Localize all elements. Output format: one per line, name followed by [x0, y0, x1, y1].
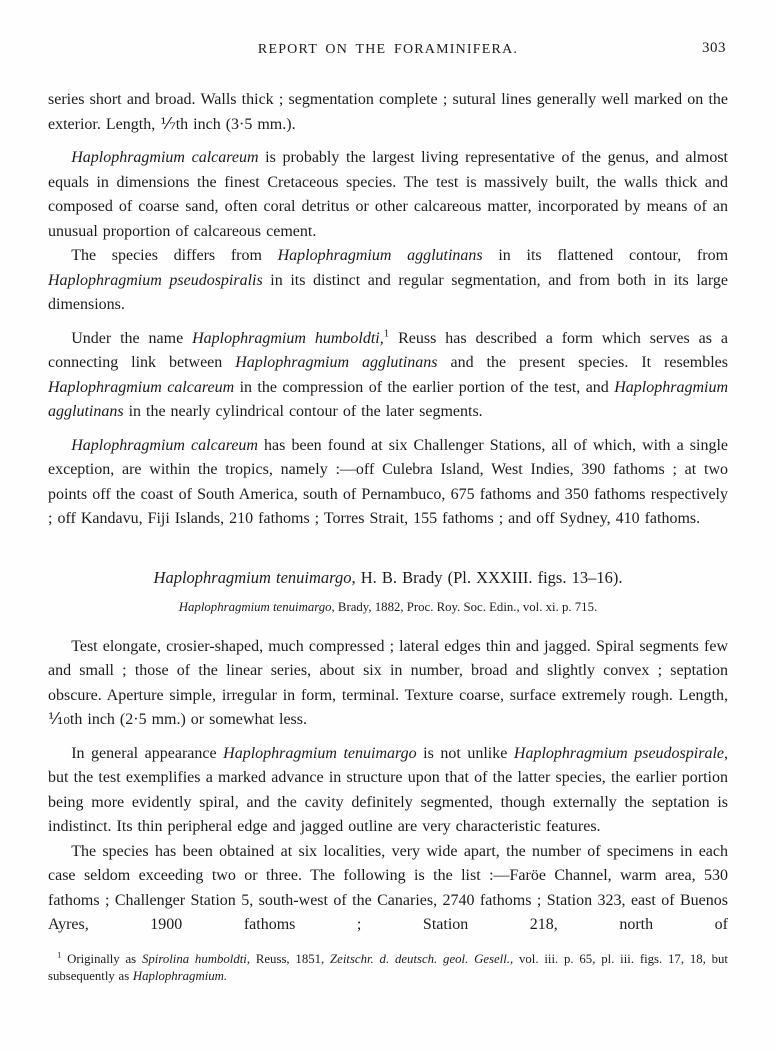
paragraph: Haplophragmium calcareum has been found at six Challenger Stations, all of which, with a single exception, are within the tropics, namely :—off Culebra Island, West Indies, 390 fathoms ; at two points off the coast of South America, south of Pernambuco, 675 fathoms and 350 fathoms respectively ; off Kandavu, Fiji Islands, 210 fathoms ; Torres Strait, 155 fathoms ; and off Sydney, 410 fathoms.: [48, 436, 728, 527]
page-header: [48, 40, 728, 60]
paragraph: Test elongate, crosier-shaped, much compressed ; lateral edges thin and jagged. Spiral segments few and small ; those of the linear series, about six in number, broad and slightly convex ; septation obscure. Aperture simple, irregular in form, terminal. Texture coarse, surface extremely rough. Length, ⅒th inch (2·5 mm.) or somewhat less.: [48, 637, 728, 728]
paragraph: Under the name Haplophragmium humboldti,$^1$ Reuss has described a form which serves as a connecting link between Haplophragmium agglutinans and the present species. It resembles Haplophragmium calcareum in the compression of the earlier portion of the test, and Haplophragmium agglutinans in the nearly cylindrical contour of the later segments.: [48, 327, 729, 420]
page-number: 303: [702, 40, 726, 56]
paragraph: Haplophragmium calcareum is probably the largest living representative of the genus, and almost equals in dimensions the finest Cretaceous species. The test is massively built, the walls thick and composed of coarse sand, often coral detritus or other calcareous matter, incorporated by means of an unusual proportion of calcareous cement.: [48, 149, 729, 240]
species-heading: Haplophragmium tenuimargo, H. B. Brady (Pl. XXXIII. figs. 13–16).: [153, 567, 623, 587]
footnote: $^1$ Originally as Spirolina humboldti, Reuss, 1851, Zeitschr. d. deutsch. geol. Gesell., vol. iii. p. 65, pl. iii. figs. 17, 18, but subsequently as Haplophragmium.: [48, 949, 728, 983]
paragraph: The species has been obtained at six localities, very wide apart, the number of specimens in each case seldom exceeding two or three. The following is the list :—Faröe Channel, warm area, 530 fathoms ; Challenger Station 5, south-west of the Canaries, 2740 fathoms ; Station 323, east of Buenos Ayres, 1900 fathoms ; Station 218, north of: [48, 842, 728, 933]
running-title: REPORT ON THE FORAMINIFERA.: [257, 42, 519, 57]
species-citation: Haplophragmium tenuimargo, Brady, 1882, Proc. Roy. Soc. Edin., vol. xi. p. 715.: [178, 599, 598, 614]
paragraph-continuation: series short and broad. Walls thick ; segmentation complete ; sutural lines generally well marked on the exterior. Length, ⅐th inch (3·5 mm.).: [48, 91, 728, 133]
paragraph: In general appearance Haplophragmium tenuimargo is not unlike Haplophragmium pseudospirale, but the test exemplifies a marked advance in structure upon that of the latter species, the earlier portion being more evidently spiral, and the cavity definitely segmented, though externally the septation is indistinct. Its thin peripheral edge and jagged outline are very characteristic features.: [48, 744, 728, 835]
paragraph: The species differs from Haplophragmium agglutinans in its flattened contour, from Haplophragmium pseudospiralis in its distinct and regular segmentation, and from both in its large dimensions.: [48, 247, 729, 313]
